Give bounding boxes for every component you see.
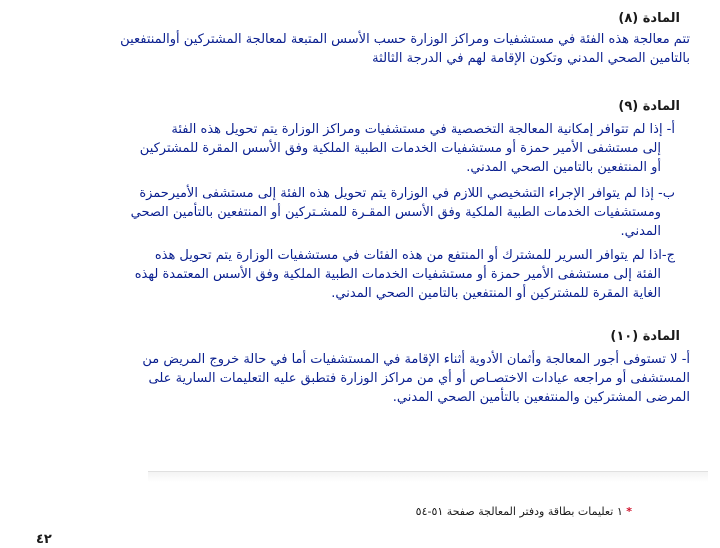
article-8-line-1: تتم معالجة هذه الفئة في مستشفيات ومراكز الوزارة حسب الأسس المتبعة لمعالجة المشتركين أوالمنتفعين bbox=[120, 32, 690, 47]
article-9-c-line-2: الفئة إلى مستشفى الأمير حمزة أو مستشفيات الخدمات الطبية الملكية وفق الأسس المعتمدة لهذه bbox=[134, 267, 661, 282]
article-9-b-line-2: ومستشفيات الخدمات الطبية الملكية وفق الأسس المقـرة للمشـتركين أو المنتفعين بالتأمين الصحي bbox=[130, 205, 661, 220]
article-9-item-c bbox=[55, 246, 675, 303]
article-9-item-b bbox=[45, 184, 675, 241]
article-10-line-3: المرضى المشتركين والمنتفعين بالتأمين الصحي المدني. bbox=[392, 390, 690, 405]
page-number: ٤٢ bbox=[36, 532, 52, 547]
article-10-body bbox=[20, 350, 690, 407]
article-9-c-line-3: الغاية المقرة للمشتركين أو المنتفعين بالتامين الصحي المدني. bbox=[331, 286, 661, 301]
article-8-body bbox=[40, 30, 690, 68]
article-10-heading: المادة (١٠) bbox=[610, 329, 680, 344]
article-9-b-line-1: ب- إذا لم يتوافر الإجراء التشخيصي اللازم في الوزارة يتم تحويل هذه الفئة إلى مستشفى الأميرحمزة bbox=[139, 186, 675, 201]
article-10-line-2: المستشفى أو مراجعه عيادات الاختصـاص أو أي من مراكز الوزارة فتطبق عليه التعليمات السارية على bbox=[148, 371, 690, 386]
article-8-line-2: بالتامين الصحي المدني وتكون الإقامة لهم في الدرجة الثالثة bbox=[372, 51, 690, 66]
footnote-marker: * bbox=[626, 505, 632, 518]
footnote bbox=[416, 505, 632, 519]
article-9-b-line-3: المدني. bbox=[620, 224, 661, 239]
article-8-heading: المادة (٨) bbox=[618, 11, 680, 26]
article-9-a-line-1: أ- إذا لم تتوافر إمكانية المعالجة التخصصية في مستشفيات ومراكز الوزارة يتم تحويل هذه الفئة bbox=[171, 122, 675, 137]
article-10-line-1: أ- لا تستوفى أجور المعالجة وأثمان الأدوية أثناء الإقامة في المستشفيات أما في حالة خروج المريض من bbox=[142, 352, 690, 367]
article-9-c-line-1: ج-اذا لم يتوافر السرير للمشترك أو المنتفع من هذه الفئات في مستشفيات الوزارة يتم تحويل هذه bbox=[154, 248, 675, 263]
article-9-a-line-2: إلى مستشفى الأمير حمزة أو مستشفيات الخدمات الطبية الملكية وفق الأسس المقرة للمشتركين bbox=[139, 141, 661, 156]
footnote-divider bbox=[148, 471, 708, 482]
article-9-heading: المادة (٩) bbox=[618, 99, 680, 114]
article-9-item-a bbox=[75, 120, 675, 177]
article-9-a-line-3: أو المنتفعين بالتامين الصحي المدني. bbox=[466, 160, 661, 175]
footnote-text: ١ تعليمات بطاقة ودفتر المعالجة صفحة ٥١-٥٤ bbox=[415, 505, 623, 518]
